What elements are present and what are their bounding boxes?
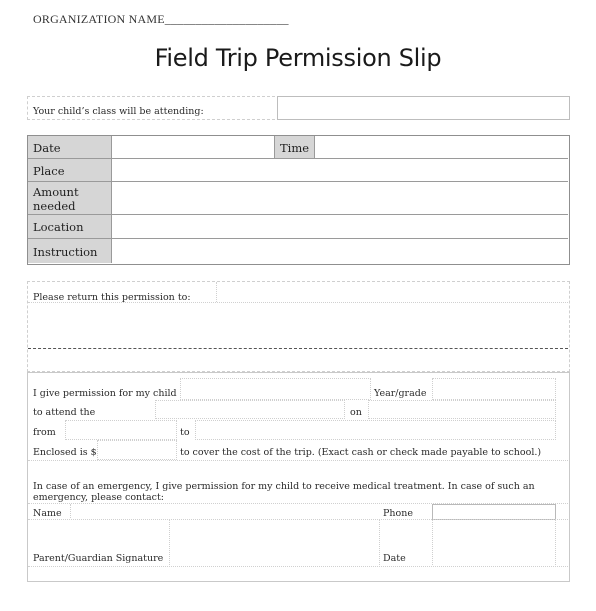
location-field[interactable] [112,215,567,237]
amount-enclosed-field[interactable] [97,440,177,460]
signature-label: Parent/Guardian Signature [33,553,164,564]
date-label: Date [33,141,61,155]
cover-cost-text: to cover the cost of the trip. (Exact cash or check made payable to school.) [180,447,542,458]
emergency-text-line1: In case of an emergency, I give permission for my child to receive medical treatment. In case of such an [33,481,535,492]
to-time-field[interactable] [195,420,556,440]
time-label: Time [280,141,310,155]
instruction-label: Instruction [33,245,98,259]
from-label: from [33,427,56,438]
time-field[interactable] [315,137,567,157]
return-to-field[interactable] [217,282,567,302]
year-grade-label: Year/grade [374,388,427,399]
year-grade-field[interactable] [432,378,556,400]
class-attending-label: Your child’s class will be attending: [33,106,204,117]
amount-label-line2: needed [33,199,76,213]
to-label: to [180,427,190,438]
date-field[interactable] [112,137,273,157]
signature-row-bottom [28,566,568,567]
signature-field[interactable] [169,520,380,565]
child-name-field[interactable] [180,378,371,400]
amount-field[interactable] [112,182,567,213]
enclosed-label: Enclosed is $ [33,447,97,458]
return-address-area[interactable] [28,303,567,347]
give-permission-label: I give permission for my child [33,388,177,399]
event-date-field[interactable] [368,400,556,419]
phone-field[interactable] [432,504,556,520]
contact-name-field[interactable] [70,504,379,518]
phone-label: Phone [383,508,413,519]
amount-label-line1: Amount [33,185,79,199]
time-left-divider [274,136,275,158]
place-field[interactable] [112,159,567,180]
date-signed-label: Date [383,553,406,564]
on-label: on [350,407,362,418]
return-to-label: Please return this permission to: [33,292,191,303]
place-label: Place [33,164,65,178]
contact-name-label: Name [33,508,62,519]
cut-line [28,348,568,349]
date-signed-field[interactable] [432,520,556,565]
instruction-field[interactable] [112,239,567,262]
event-field[interactable] [155,400,345,419]
from-time-field[interactable] [65,420,177,440]
location-label: Location [33,220,84,234]
to-attend-label: to attend the [33,407,96,418]
organization-name-label: ORGANIZATION NAME____________________ [33,12,289,26]
class-attending-field[interactable] [277,96,570,120]
emergency-text-line2: emergency, please contact: [33,492,164,503]
page-title: Field Trip Permission Slip [154,44,442,72]
section-divider [28,460,568,461]
